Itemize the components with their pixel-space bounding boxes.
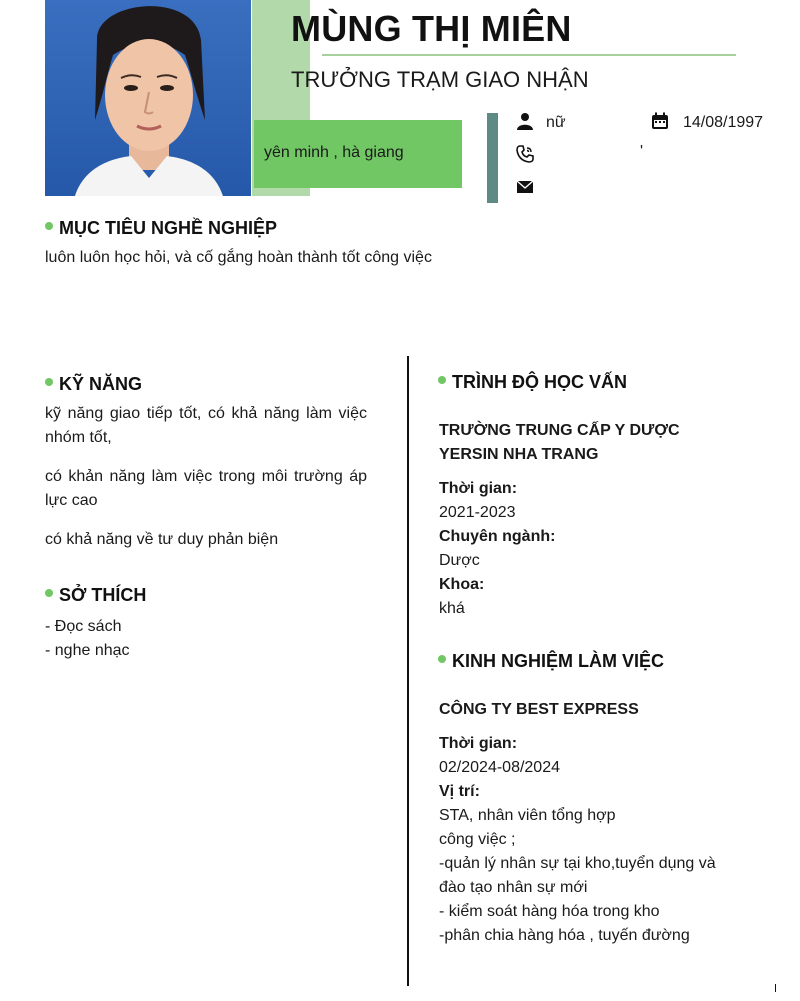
education-grade: khá <box>439 600 465 617</box>
hobbies-heading <box>59 585 146 606</box>
profile-photo <box>45 0 251 196</box>
gender-value: nữ <box>546 114 566 131</box>
bullet-dot-icon <box>438 376 446 384</box>
calendar-icon <box>651 112 669 135</box>
person-icon <box>516 112 534 135</box>
hobbies-heading-text: SỞ THÍCH <box>59 585 147 605</box>
experience-company: CÔNG TY BEST EXPRESS <box>439 701 639 718</box>
objective-text: luôn luôn học hỏi, và cố gắng hoàn thành tốt công việc <box>45 249 432 266</box>
experience-line: STA, nhân viên tổng hợp <box>439 807 616 824</box>
phone-value: ' <box>640 143 644 160</box>
skill-item: có khản năng làm việc trong môi trường áp lực cao <box>45 468 367 509</box>
experience-heading-text: KINH NGHIỆM LÀM VIỆC <box>452 651 665 671</box>
mail-icon <box>516 178 534 201</box>
bullet-dot-icon <box>45 378 53 386</box>
contact-accent-bar <box>487 113 498 203</box>
bullet-dot-icon <box>45 589 53 597</box>
candidate-name: MÙNG THỊ MIÊN <box>291 8 572 49</box>
education-school: TRƯỜNG TRUNG CẤP Y DƯỢC YERSIN NHA TRANG <box>439 422 680 463</box>
education-time-label: Thời gian: <box>439 480 518 497</box>
education-grade-label: Khoa: <box>439 576 485 593</box>
experience-position-label: Vị trí: <box>439 783 480 800</box>
address-text: yên minh , hà giang <box>264 144 404 161</box>
name-underline <box>322 54 736 56</box>
portrait-illustration <box>45 0 251 196</box>
education-time: 2021-2023 <box>439 504 516 521</box>
bullet-dot-icon <box>45 222 53 230</box>
hobby-item: - nghe nhạc <box>45 642 130 659</box>
experience-line: -phân chia hàng hóa , tuyến đường <box>439 927 690 944</box>
job-title: TRƯỞNG TRẠM GIAO NHẬN <box>291 67 589 92</box>
skill-item: có khả năng về tư duy phản biện <box>45 531 279 548</box>
skills-heading-text: KỸ NĂNG <box>59 374 143 394</box>
objective-heading-text: MỤC TIÊU NGHỀ NGHIỆP <box>59 218 278 238</box>
birthdate-value: 14/08/1997 <box>683 114 764 131</box>
skills-heading <box>59 374 142 395</box>
phone-icon <box>516 145 534 168</box>
experience-time-label: Thời gian: <box>439 735 518 752</box>
hobby-item: - Đọc sách <box>45 618 122 635</box>
objective-heading <box>59 218 277 239</box>
experience-line: công việc ; <box>439 831 516 848</box>
education-heading <box>452 372 627 393</box>
bullet-dot-icon <box>438 655 446 663</box>
education-major: Dược <box>439 552 480 569</box>
skill-item: kỹ năng giao tiếp tốt, có khả năng làm việc nhóm tốt, <box>45 405 367 446</box>
experience-line: -quản lý nhân sự tại kho,tuyển dụng và đào tạo nhân sự mới <box>439 855 716 896</box>
experience-line: - kiểm soát hàng hóa trong kho <box>439 903 660 920</box>
education-heading-text: TRÌNH ĐỘ HỌC VẤN <box>452 372 627 392</box>
page-edge-mark <box>775 984 776 992</box>
education-major-label: Chuyên ngành: <box>439 528 556 545</box>
experience-heading <box>452 651 664 672</box>
column-divider <box>407 356 409 986</box>
experience-time: 02/2024-08/2024 <box>439 759 560 776</box>
